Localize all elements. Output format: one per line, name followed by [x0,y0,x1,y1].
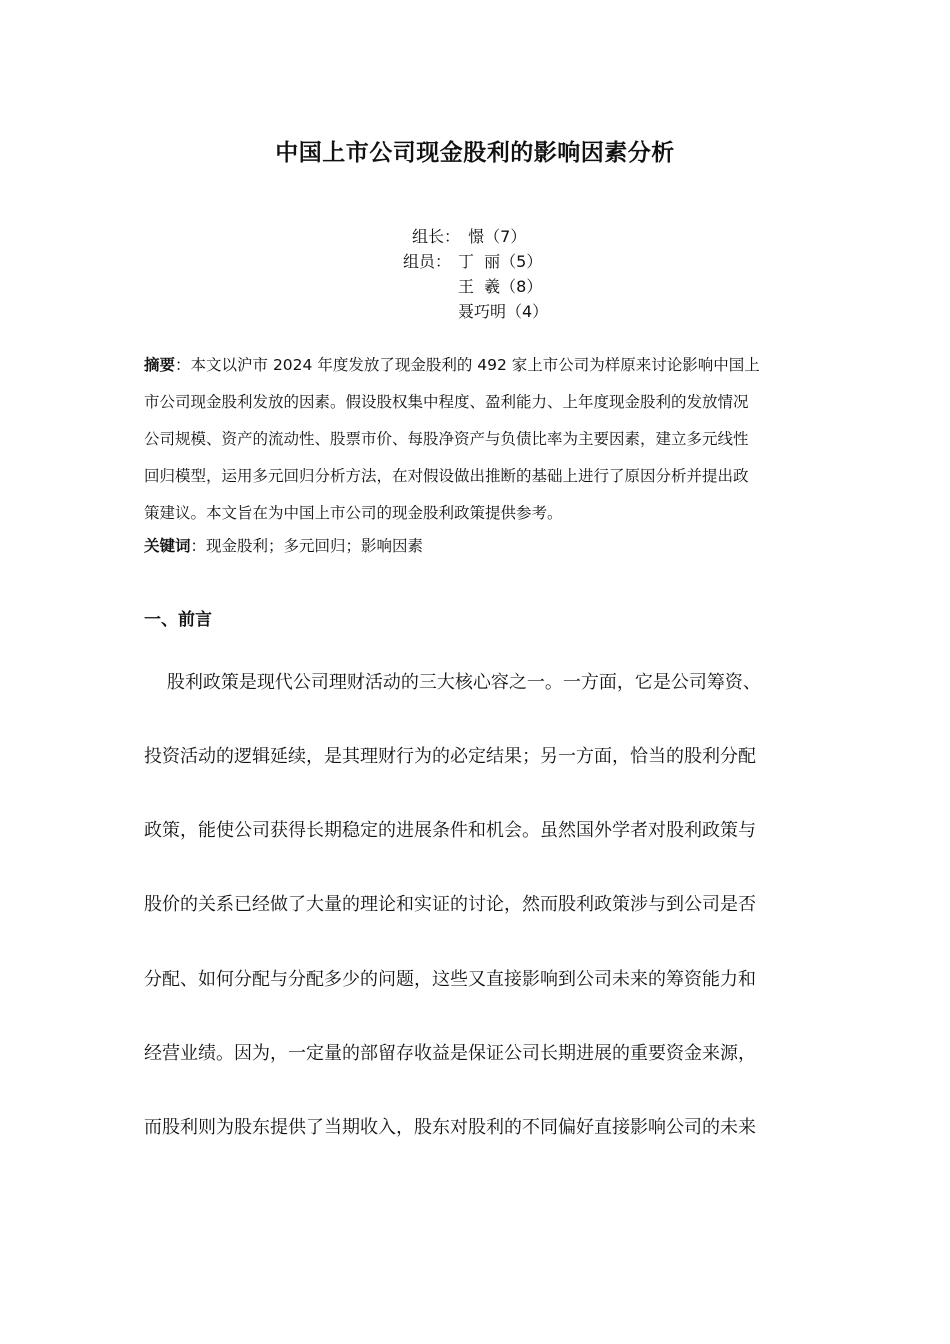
author-name-leader: 憬（7） [458,227,527,246]
paragraph-line: 股价的关系已经做了大量的理论和实证的讨论，然而股利政策涉与到公司是否 [144,894,756,915]
keywords-text: ：现金股利；多元回归；影响因素 [190,537,424,555]
document-title: 中国上市公司现金股利的影响因素分析 [275,140,675,166]
section-heading: 一、前言 [144,610,212,630]
author-name-member-2: 王 羲（8） [458,277,543,296]
abstract-line: 市公司现金股利发放的因素。假设股权集中程度、盈利能力、上年度现金股利的发放情况 [144,393,749,411]
paragraph-line: 政策，能使公司获得长期稳定的进展条件和机会。虽然国外学者对股利政策与 [144,820,756,841]
keywords-label: 关键词 [144,537,191,555]
abstract-label: 摘要 [144,356,176,374]
abstract-text: ：本文以沪市 2024 年度发放了现金股利的 492 家上市公司为样原来讨论影响中国上 [175,356,760,374]
abstract-line [144,347,824,384]
author-role-members: 组员： [403,252,452,271]
abstract [144,347,824,532]
paragraph-line: 经营业绩。因为，一定量的部留存收益是保证公司长期进展的重要资金来源， [144,1043,756,1064]
paragraph-line: 而股利则为股东提供了当期收入，股东对股利的不同偏好直接影响公司的未来 [144,1117,756,1138]
author-role-leader: 组长： [412,227,461,246]
author-name-member-3: 聂巧明（4） [458,302,549,321]
keywords [144,530,824,562]
abstract-line: 回归模型，运用多元回归分析方法，在对假设做出推断的基础上进行了原因分析并提出政 [144,467,749,485]
paragraph-line: 投资活动的逻辑延续，是其理财行为的必定结果；另一方面，恰当的股利分配 [144,746,756,767]
abstract-line: 策建议。本文旨在为中国上市公司的现金股利政策提供参考。 [144,504,563,522]
paragraph-line: 股利政策是现代公司理财活动的三大核心容之一。一方面，它是公司筹资、 [144,672,761,693]
abstract-line: 公司规模、资产的流动性、股票市价、每股净资产与负债比率为主要因素，建立多元线性 [144,430,749,448]
paragraph-line: 分配、如何分配与分配多少的问题，这些又直接影响到公司未来的筹资能力和 [144,969,756,990]
author-name-member-1: 丁 丽（5） [458,252,543,271]
